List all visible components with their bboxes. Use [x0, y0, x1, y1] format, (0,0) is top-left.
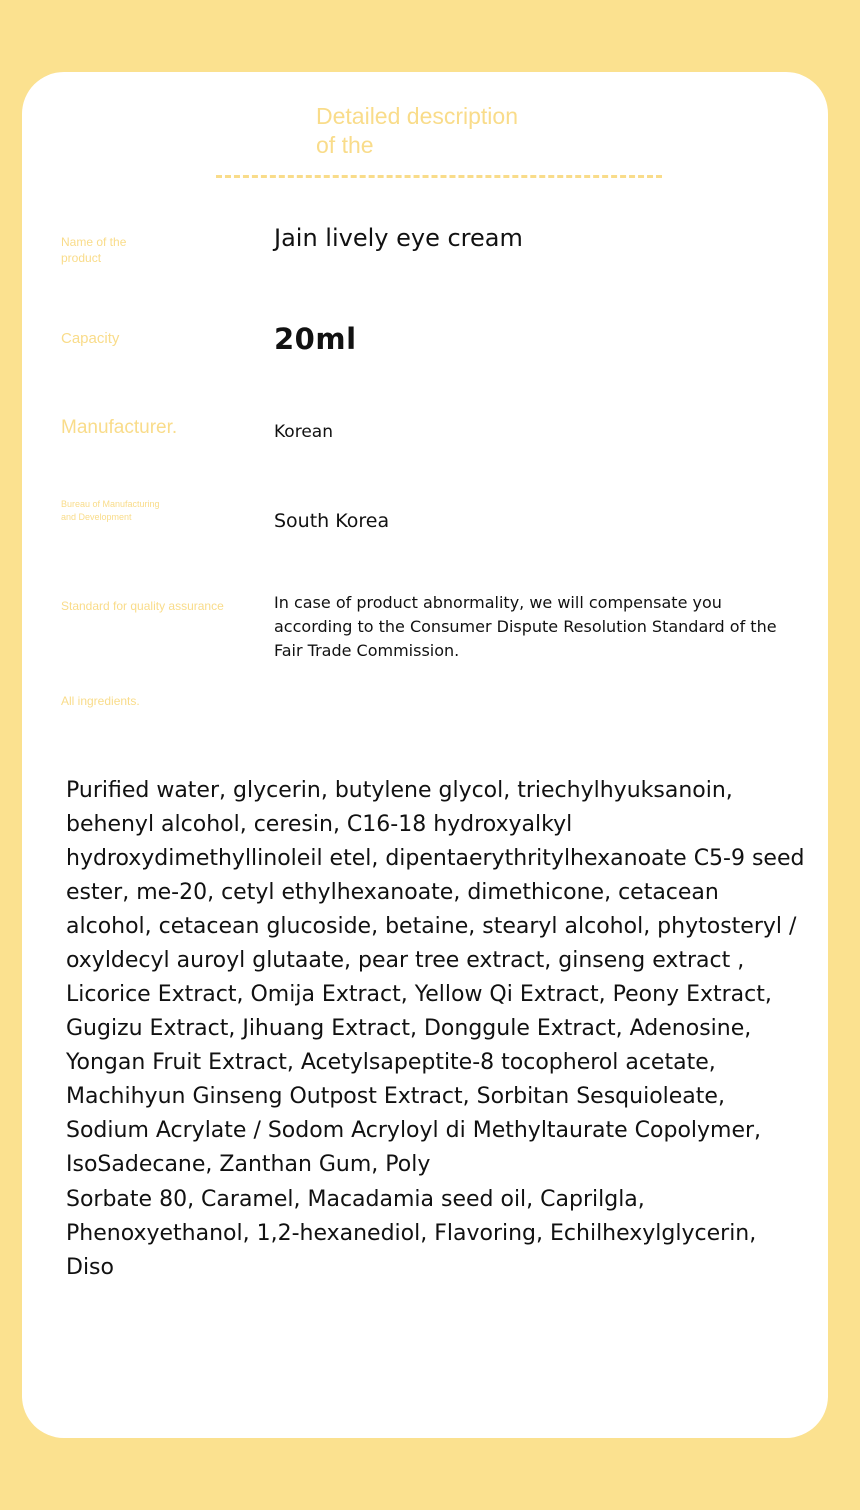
- capacity-label: Capacity: [61, 330, 120, 347]
- ingredients-text-part-2: Sorbate 80, Caramel, Macadamia seed oil, Caprilgla, Phenoxyethanol, 1,2-hexanediol, Flavoring, Echilhexylglycerin, Diso: [66, 1187, 757, 1280]
- title-line-2: of the: [316, 132, 374, 158]
- title-line-1: Detailed description: [316, 103, 519, 129]
- product-name-label: Name of the product: [61, 235, 127, 265]
- bureau-label: Bureau of Manufacturing and Development: [61, 499, 160, 522]
- quality-standard-label: Standard for quality assurance: [61, 599, 224, 613]
- product-name-value: Jain lively eye cream: [274, 224, 523, 252]
- dashed-divider: [216, 175, 662, 178]
- quality-standard-value: In case of product abnormality, we will compensate you according to the Consumer Dispute Resolution Standard of the Fair Trade Commission.: [274, 593, 777, 660]
- ingredients-label: All ingredients.: [61, 694, 140, 708]
- manufacturer-label: Manufacturer.: [61, 417, 178, 438]
- manufacturer-value: Korean: [274, 422, 333, 442]
- section-title: [316, 102, 576, 160]
- bureau-value: South Korea: [274, 510, 390, 532]
- ingredients-text-part-1: Purified water, glycerin, butylene glycol, triechylhyuksanoin, behenyl alcohol, ceresin, C16-18 hydroxyalkyl hydroxydimethyllinoleil etel, dipentaerythritylhexanoate C5-9 seed ester, me-20, cetyl ethylhexanoate, dimethicone, cetacean alcohol, cetacean glucoside, betaine, stearyl alcohol, phytosteryl / oxyldecyl auroyl glutaate, pear tree extract, ginseng extract , Licorice Extract, Omija Extract, Yellow Qi Extract, Peony Extract, Gugizu Extract, Jihuang Extract, Donggule Extract, Adenosine, Yongan Fruit Extract, Acetylsapeptite-8 tocopherol acetate, Machihyun Ginseng Outpost Extract, Sorbitan Sesquioleate, Sodium Acrylate / Sodom Acryloyl di Methyltaurate Copolymer, IsoSadecane, Zanthan Gum, Poly: [66, 778, 805, 1177]
- detail-card: [22, 72, 828, 1438]
- capacity-value: 20ml: [274, 322, 357, 356]
